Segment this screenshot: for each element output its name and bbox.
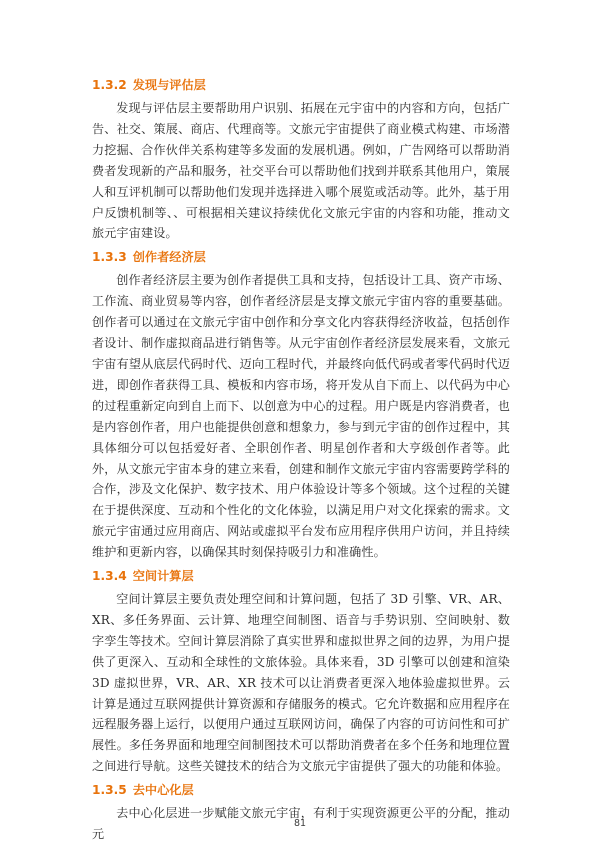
- section-number: 1.3.5: [92, 783, 127, 798]
- section-heading-1-3-5: [92, 777, 510, 803]
- section-number: 1.3.2: [92, 78, 127, 92]
- section-number: 1.3.3: [92, 250, 127, 265]
- section-heading-1-3-3: [92, 244, 510, 270]
- section-title: 空间计算层: [132, 569, 194, 584]
- section-heading-1-3-2: [92, 72, 510, 98]
- section-body-1-3-5: 去中心化层进一步赋能文旅元宇宙，有利于实现资源更公平的分配，推动元: [92, 806, 510, 842]
- section-body-1-3-3: 创作者经济层主要为创作者提供工具和支持，包括设计工具、资产市场、工作流、商业贸易等内容，创作者经济层是支撑文旅元宇宙内容的重要基础。创作者可以通过在文旅元宇宙中创作和分享文化内容获得经济收益，包括创作者设计、制作虚拟商品进行销售等。从元宇宙创作者经济层发展来看，文旅元宇宙有望从底层代码时代、迈向工程时代，并最终向低代码或者零代码时代迈进，即创作者获得工具、模板和内容市场，将开发从自下而上、以代码为中心的过程重新定向到自上而下、以创意为中心的过程。用户既是内容消费者，也是内容创作者，用户也能提供创意和想象力，参与到元宇宙的创作过程中，其具体细分可以包括爱好者、全职创作者、明星创作者和大亨级创作者等。此外，从文旅元宇宙本身的建立来看，创建和制作文旅元宇宙内容需要跨学科的合作，涉及文化保护、数字技术、用户体验设计等多个领域。这个过程的关键在于提供深度、互动和个性化的文化体验，以满足用户对文化探索的需求。文旅元宇宙通过应用商店、网站或虚拟平台发布应用程序供用户访问，并且持续维护和更新内容，以确保其时刻保持吸引力和准确性。: [92, 273, 510, 560]
- section-heading-1-3-4: [92, 563, 510, 589]
- section-body-1-3-4: 空间计算层主要负责处理空间和计算问题，包括了 3D 引擎、VR、AR、XR、多任务界面、云计算、地理空间制图、语音与手势识别、空间映射、数字孪生等技术。空间计算层消除了真实世界和虚拟世界之间的边界，为用户提供了更深入、互动和全球性的文旅体验。具体来看，3D 引擎可以创建和渲染 3D 虚拟世界，VR、AR、XR 技术可以让消费者更深入地体验虚拟世界。云计算是通过互联网提供计算资源和存储服务的模式。它允许数据和应用程序在远程服务器上运行，以便用户通过互联网访问，确保了内容的可访问性和可扩展性。多任务界面和地理空间制图技术可以帮助消费者在多个任务和地理位置之间进行导航。这些关键技术的结合为文旅元宇宙提供了强大的功能和体验。: [92, 592, 510, 774]
- page-content: [92, 72, 510, 845]
- section-number: 1.3.4: [92, 569, 127, 584]
- section-title: 发现与评估层: [132, 78, 206, 92]
- section-body-1-3-2: 发现与评估层主要帮助用户识别、拓展在元宇宙中的内容和方向，包括广告、社交、策展、商店、代理商等。文旅元宇宙提供了商业模式构建、市场潜力挖掘、合作伙伴关系构建等多发面的发展机遇。例如，广告网络可以帮助消费者发现新的产品和服务，社交平台可以帮助他们找到并联系其他用户，策展人和互评机制可以帮助他们发现并选择进入哪个展览或活动等。此外，基于用户反馈机制等、、可根据相关建议持续优化文旅元宇宙的内容和功能，推动文旅元宇宙建设。: [92, 101, 510, 241]
- section-title: 去中心化层: [132, 783, 194, 798]
- section-title: 创作者经济层: [132, 250, 206, 265]
- page-number: 81: [293, 818, 307, 829]
